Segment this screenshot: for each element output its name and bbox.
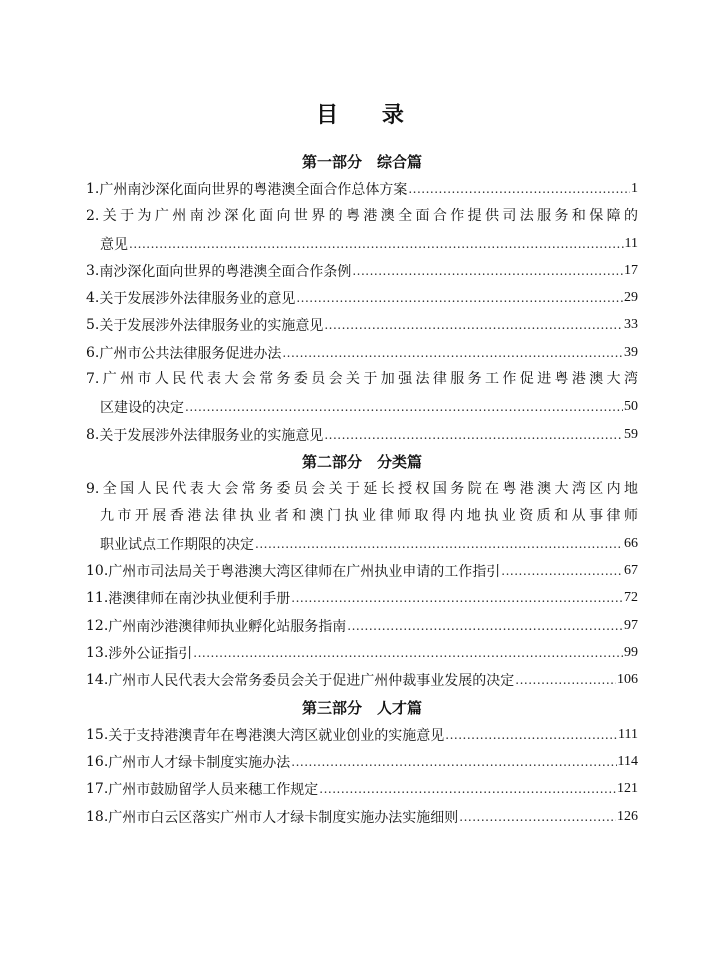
entry-title: 广州南沙港澳律师执业孵化站服务指南	[108, 618, 347, 635]
section-heading: 第一部分 综合篇	[301, 153, 422, 172]
toc-entry-line[interactable]	[86, 667, 638, 694]
entry-number: 6.	[86, 344, 100, 361]
entry-title: 九市开展香港法律执业者和澳门执业律师取得内地执业资质和从事律师	[100, 507, 638, 524]
entry-number: 11.	[86, 590, 109, 607]
entry-title: 关于发展涉外法律服务业的实施意见	[99, 318, 324, 335]
page-number: 50	[624, 399, 638, 415]
entry-number: 9.	[86, 480, 100, 497]
dot-leader	[255, 538, 623, 550]
page-number: 29	[624, 290, 638, 306]
entry-title: 广州南沙深化面向世界的粤港澳全面合作总体方案	[99, 181, 408, 198]
toc-entry-line[interactable]	[86, 612, 638, 639]
section-heading: 第二部分 分类篇	[301, 453, 422, 472]
entry-number: 10.	[86, 563, 109, 580]
page-number: 33	[624, 317, 638, 333]
entry-number: 12.	[86, 617, 109, 634]
dot-leader	[445, 729, 617, 741]
toc-entry-line[interactable]	[86, 312, 638, 339]
entry-title: 关于发展涉外法律服务业的意见	[99, 291, 296, 308]
toc-entry-line[interactable]	[86, 203, 638, 230]
toc-entry-line[interactable]	[86, 557, 638, 584]
entry-number: 14.	[86, 672, 109, 689]
entry-number: 7.	[86, 371, 100, 388]
entry-number: 1.	[86, 180, 100, 197]
page-number: 121	[617, 781, 638, 797]
section-heading: 第三部分 人才篇	[301, 699, 422, 718]
toc-entry-line[interactable]	[86, 476, 638, 503]
toc-entry-line[interactable]	[86, 284, 638, 311]
page-number: 111	[618, 726, 638, 742]
page-number: 66	[624, 535, 638, 551]
dot-leader	[459, 811, 616, 823]
toc-entry-line[interactable]	[86, 175, 638, 202]
entry-title: 广州市鼓励留学人员来穗工作规定	[108, 782, 319, 799]
dot-leader	[408, 183, 630, 195]
page-title: 目 录	[316, 103, 422, 128]
toc-entry-line[interactable]	[86, 585, 638, 612]
dot-leader	[296, 292, 623, 304]
entry-title: 关于支持港澳青年在粤港澳大湾区就业创业的实施意见	[108, 727, 445, 744]
entry-number: 5.	[86, 317, 100, 334]
entry-number: 13.	[86, 644, 109, 661]
entry-title: 广州市白云区落实广州市人才绿卡制度实施办法实施细则	[108, 809, 459, 826]
toc-entry-line[interactable]	[86, 721, 638, 748]
page-number: 17	[624, 262, 638, 278]
entry-title: 涉外公证指引	[108, 645, 193, 662]
toc-entry-line[interactable]	[86, 803, 638, 830]
entry-title: 广州市人才绿卡制度实施办法	[108, 755, 291, 772]
page-number: 114	[617, 754, 638, 770]
toc-entry-line[interactable]	[86, 776, 638, 803]
entry-title: 全国人民代表大会常务委员会关于延长授权国务院在粤港澳大湾区内地	[99, 480, 638, 497]
entry-number: 18.	[86, 808, 109, 825]
entry-title: 港澳律师在南沙执业便利手册	[108, 591, 291, 608]
toc-entry-line[interactable]	[86, 530, 638, 557]
page-number: 97	[624, 617, 638, 633]
entry-title: 广州市公共法律服务促进办法	[99, 345, 282, 362]
entry-title: 关于发展涉外法律服务业的实施意见	[99, 427, 324, 444]
toc-entry-line[interactable]	[86, 749, 638, 776]
entry-title: 意见	[100, 236, 128, 253]
dot-leader	[185, 401, 623, 413]
entry-title: 广州市人民代表大会常务委员会关于加强法律服务工作促进粤港澳大湾	[99, 371, 638, 388]
entry-title: 广州市人民代表大会常务委员会关于促进广州仲裁事业发展的决定	[108, 673, 515, 690]
toc-entry-line[interactable]	[86, 339, 638, 366]
entry-number: 2.	[86, 207, 100, 224]
entry-number: 8.	[86, 426, 100, 443]
entry-number: 4.	[86, 290, 100, 307]
dot-leader	[291, 756, 616, 768]
entry-title: 广州市司法局关于粤港澳大湾区律师在广州执业申请的工作指引	[108, 564, 501, 581]
page-number: 11	[624, 235, 638, 251]
entry-number: 3.	[86, 262, 100, 279]
dot-leader	[324, 319, 623, 331]
toc-entry-line[interactable]	[86, 421, 638, 448]
toc-entry-line[interactable]	[86, 257, 638, 284]
entry-number: 16.	[86, 754, 109, 771]
dot-leader	[319, 783, 616, 795]
dot-leader	[347, 620, 623, 632]
toc-entry-line[interactable]	[86, 394, 638, 421]
dot-leader	[291, 592, 623, 604]
dot-leader	[501, 565, 623, 577]
dot-leader	[515, 674, 616, 686]
table-of-contents	[86, 148, 638, 830]
entry-title: 关于为广州南沙深化面向世界的粤港澳全面合作提供司法服务和保障的	[99, 207, 638, 224]
toc-entry-line[interactable]	[86, 230, 638, 257]
entry-number: 17.	[86, 781, 109, 798]
page-number: 59	[624, 426, 638, 442]
dot-leader	[282, 347, 623, 359]
entry-title: 南沙深化面向世界的粤港澳全面合作条例	[99, 263, 352, 280]
dot-leader	[193, 647, 623, 659]
dot-leader	[324, 429, 623, 441]
page-number: 72	[624, 590, 638, 606]
toc-entry-line[interactable]	[86, 503, 638, 530]
page-number: 126	[617, 808, 638, 824]
toc-entry-line[interactable]	[86, 639, 638, 666]
entry-title: 职业试点工作期限的决定	[100, 536, 254, 553]
page-number: 1	[631, 180, 638, 196]
page-number: 106	[617, 672, 638, 688]
entry-number: 15.	[86, 726, 109, 743]
toc-entry-line[interactable]	[86, 366, 638, 393]
dot-leader	[129, 238, 624, 250]
dot-leader	[352, 265, 623, 277]
page-number: 67	[624, 563, 638, 579]
page-number: 99	[624, 644, 638, 660]
page-number: 39	[624, 344, 638, 360]
entry-title: 区建设的决定	[100, 400, 184, 417]
